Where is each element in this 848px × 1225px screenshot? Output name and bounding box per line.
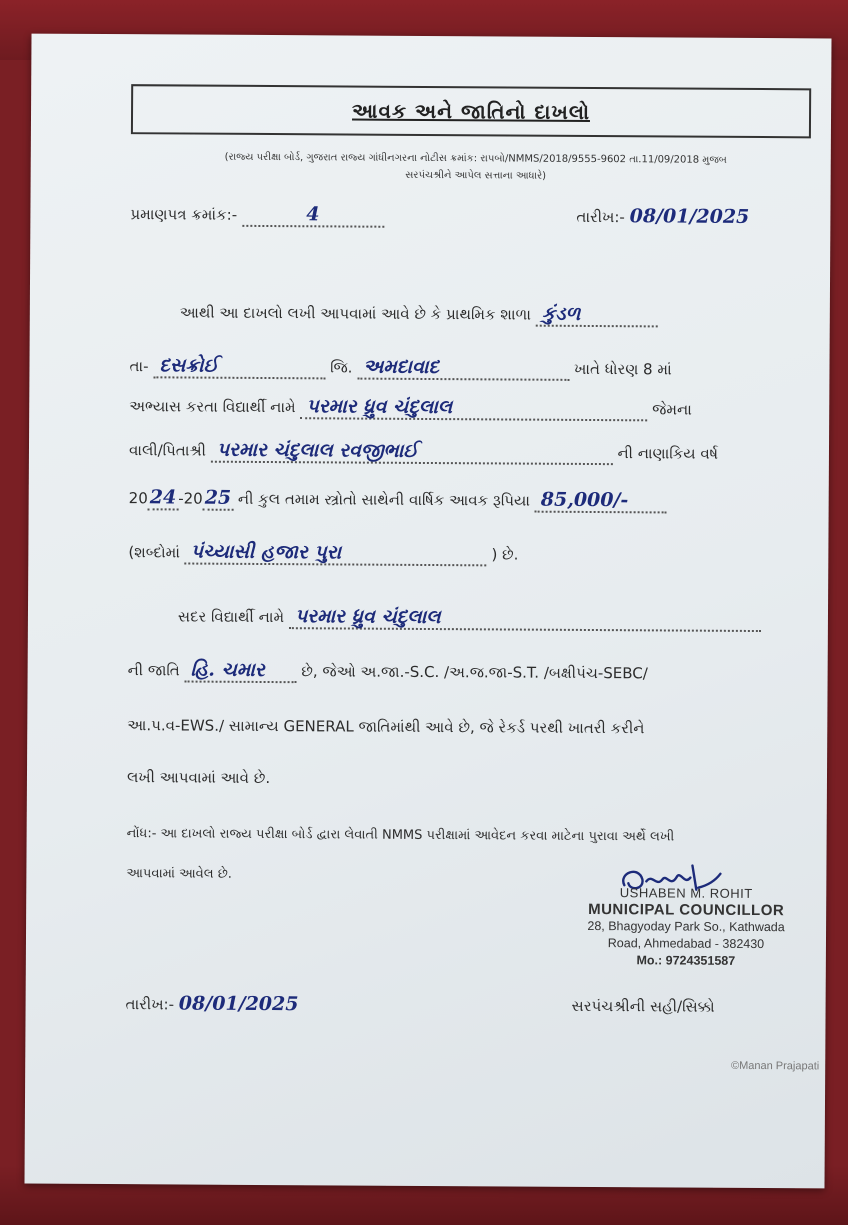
body-line-6 <box>128 540 518 566</box>
district-field <box>357 356 569 381</box>
student-label: અભ્યાસ કરતા વિદ્યાર્થી નામે <box>129 397 296 417</box>
page-title: આવક અને જાતિનો દાખલો <box>351 98 591 124</box>
year-suffix: ની નાણાકિય વર્ષ <box>617 444 719 463</box>
body-line-10 <box>127 768 270 787</box>
year-mid: -20 <box>178 489 203 508</box>
guardian-field <box>211 439 613 465</box>
title-box <box>131 84 811 138</box>
body-line-9 <box>127 716 644 737</box>
caste-label: ની જાતિ <box>127 661 180 680</box>
caste-value: હિ. ચમાર <box>190 658 265 682</box>
certificate-number-label: પ્રમાણપત્ર ક્રમાંક:- <box>130 205 238 224</box>
certificate-number-row <box>130 202 384 228</box>
student-field <box>300 395 647 421</box>
words-suffix: ) છે. <box>491 545 519 564</box>
para2-field <box>289 605 761 632</box>
body-line-4 <box>129 438 718 466</box>
income-value: 85,000/- <box>540 488 629 512</box>
district-label: જિ. <box>330 358 353 377</box>
student-suffix: જેમના <box>652 400 692 419</box>
para2-label: સદર વિદ્યાર્થી નામે <box>177 607 285 627</box>
student-name: પરમાર ધ્રુવ ચંદુલાલ <box>306 395 453 419</box>
footer-date-row <box>126 992 299 1015</box>
footer-date-value: 08/01/2025 <box>178 992 299 1016</box>
councillor-stamp <box>556 885 817 971</box>
certificate-paper <box>24 34 831 1189</box>
income-field <box>535 489 667 514</box>
year-to: 25 <box>204 486 232 509</box>
year-to-field <box>203 487 234 511</box>
note-line-2: આપવામાં આવેલ છે. <box>126 866 232 882</box>
stamp-name: USHABEN M. ROHIT <box>619 885 753 901</box>
taluka-value: દસક્રોઈ <box>159 354 219 377</box>
words-field <box>185 541 487 567</box>
body-line-7 <box>178 604 761 632</box>
stamp-address-1: 28, Bhagyoday Park So., Kathwada <box>587 918 785 935</box>
closing-text: લખી આપવામાં આવે છે. <box>126 768 271 788</box>
district-value: અમદાવાદ <box>363 355 440 379</box>
body-line-8 <box>128 658 648 685</box>
words-label: (શબ્દોમાં <box>128 543 180 562</box>
notice-line-2: સરપંચશ્રીને આપેલ સત્તાના આધારે) <box>405 169 547 182</box>
certificate-date-row <box>576 205 749 228</box>
taluka-label: તા- <box>129 357 149 376</box>
school-field <box>536 303 658 328</box>
notice-text <box>141 148 811 186</box>
sarpanch-signature-label: સરપંચશ્રીની સહી/સિક્કો <box>571 996 715 1016</box>
notice-line-1: (રાજ્ય પરીક્ષા બોર્ડ, ગુજરાત રાજ્ય ગાંધીનગરના નોટીસ ક્રમાંક: રાપબો/NMMS/2018/9555-9602 તા.11/09/2018 મુજબ <box>224 151 727 166</box>
income-words: પંચ્યાસી હજાર પુરા <box>190 540 342 564</box>
caste-field <box>184 659 296 684</box>
para2-name: પરમાર ધ્રુવ ચંદુલાલ <box>294 605 441 629</box>
certificate-date-value: 08/01/2025 <box>629 205 750 228</box>
guardian-name: પરમાર ચંદુલાલ રવજીભાઈ <box>216 438 418 462</box>
guardian-label: વાલી/પિતાશ્રી <box>128 441 206 460</box>
certificate-number-value: 4 <box>306 203 320 226</box>
standard-text: ખાતે ધોરણ 8 માં <box>573 359 672 379</box>
body-line-1 <box>180 300 658 327</box>
watermark: ©Manan Prajapati <box>730 1059 820 1073</box>
year-from-field <box>148 486 179 510</box>
certificate-number-field <box>242 203 384 228</box>
caste-options: છે, જેઓ અ.જા.-S.C. /અ.જ.જા-S.T. /બક્ષીપંચ-SEBC/ <box>301 662 648 683</box>
body-line-3 <box>129 394 692 421</box>
footer-date-label: તારીખ:- <box>125 995 175 1014</box>
year-from: 24 <box>149 486 177 509</box>
intro-text: આથી આ દાખલો લખી આપવામાં આવે છે કે પ્રાથમિક શાળા <box>179 303 531 324</box>
school-value: કુંડળ <box>541 302 581 325</box>
stamp-address-2: Road, Ahmedabad - 382430 <box>607 936 765 952</box>
income-text: ની કુલ તમામ સ્ત્રોતો સાથેની વાર્ષિક આવક રૂપિયા <box>237 489 531 510</box>
caste-options-2: આ.પ.વ-EWS./ સામાન્ય GENERAL જાતિમાંથી આવે છે, જે રેકર્ડ પરથી ખાતરી કરીને <box>127 716 645 738</box>
stamp-designation: MUNICIPAL COUNCILLOR <box>588 900 785 920</box>
taluka-field <box>153 354 325 379</box>
certificate-date-label: તારીખ:- <box>576 207 625 227</box>
body-line-5 <box>129 486 667 513</box>
year-prefix: 20 <box>128 489 148 508</box>
note-line-1: નોંધ:- આ દાખલો રાજ્ય પરીક્ષા બોર્ડ દ્વારા લેવાતી NMMS પરીક્ષામાં આવેદન કરવા માટેના પુરાવા અર્થે લખી <box>126 826 675 845</box>
stamp-mobile: Mo.: 9724351587 <box>636 953 736 968</box>
body-line-2 <box>129 354 671 381</box>
